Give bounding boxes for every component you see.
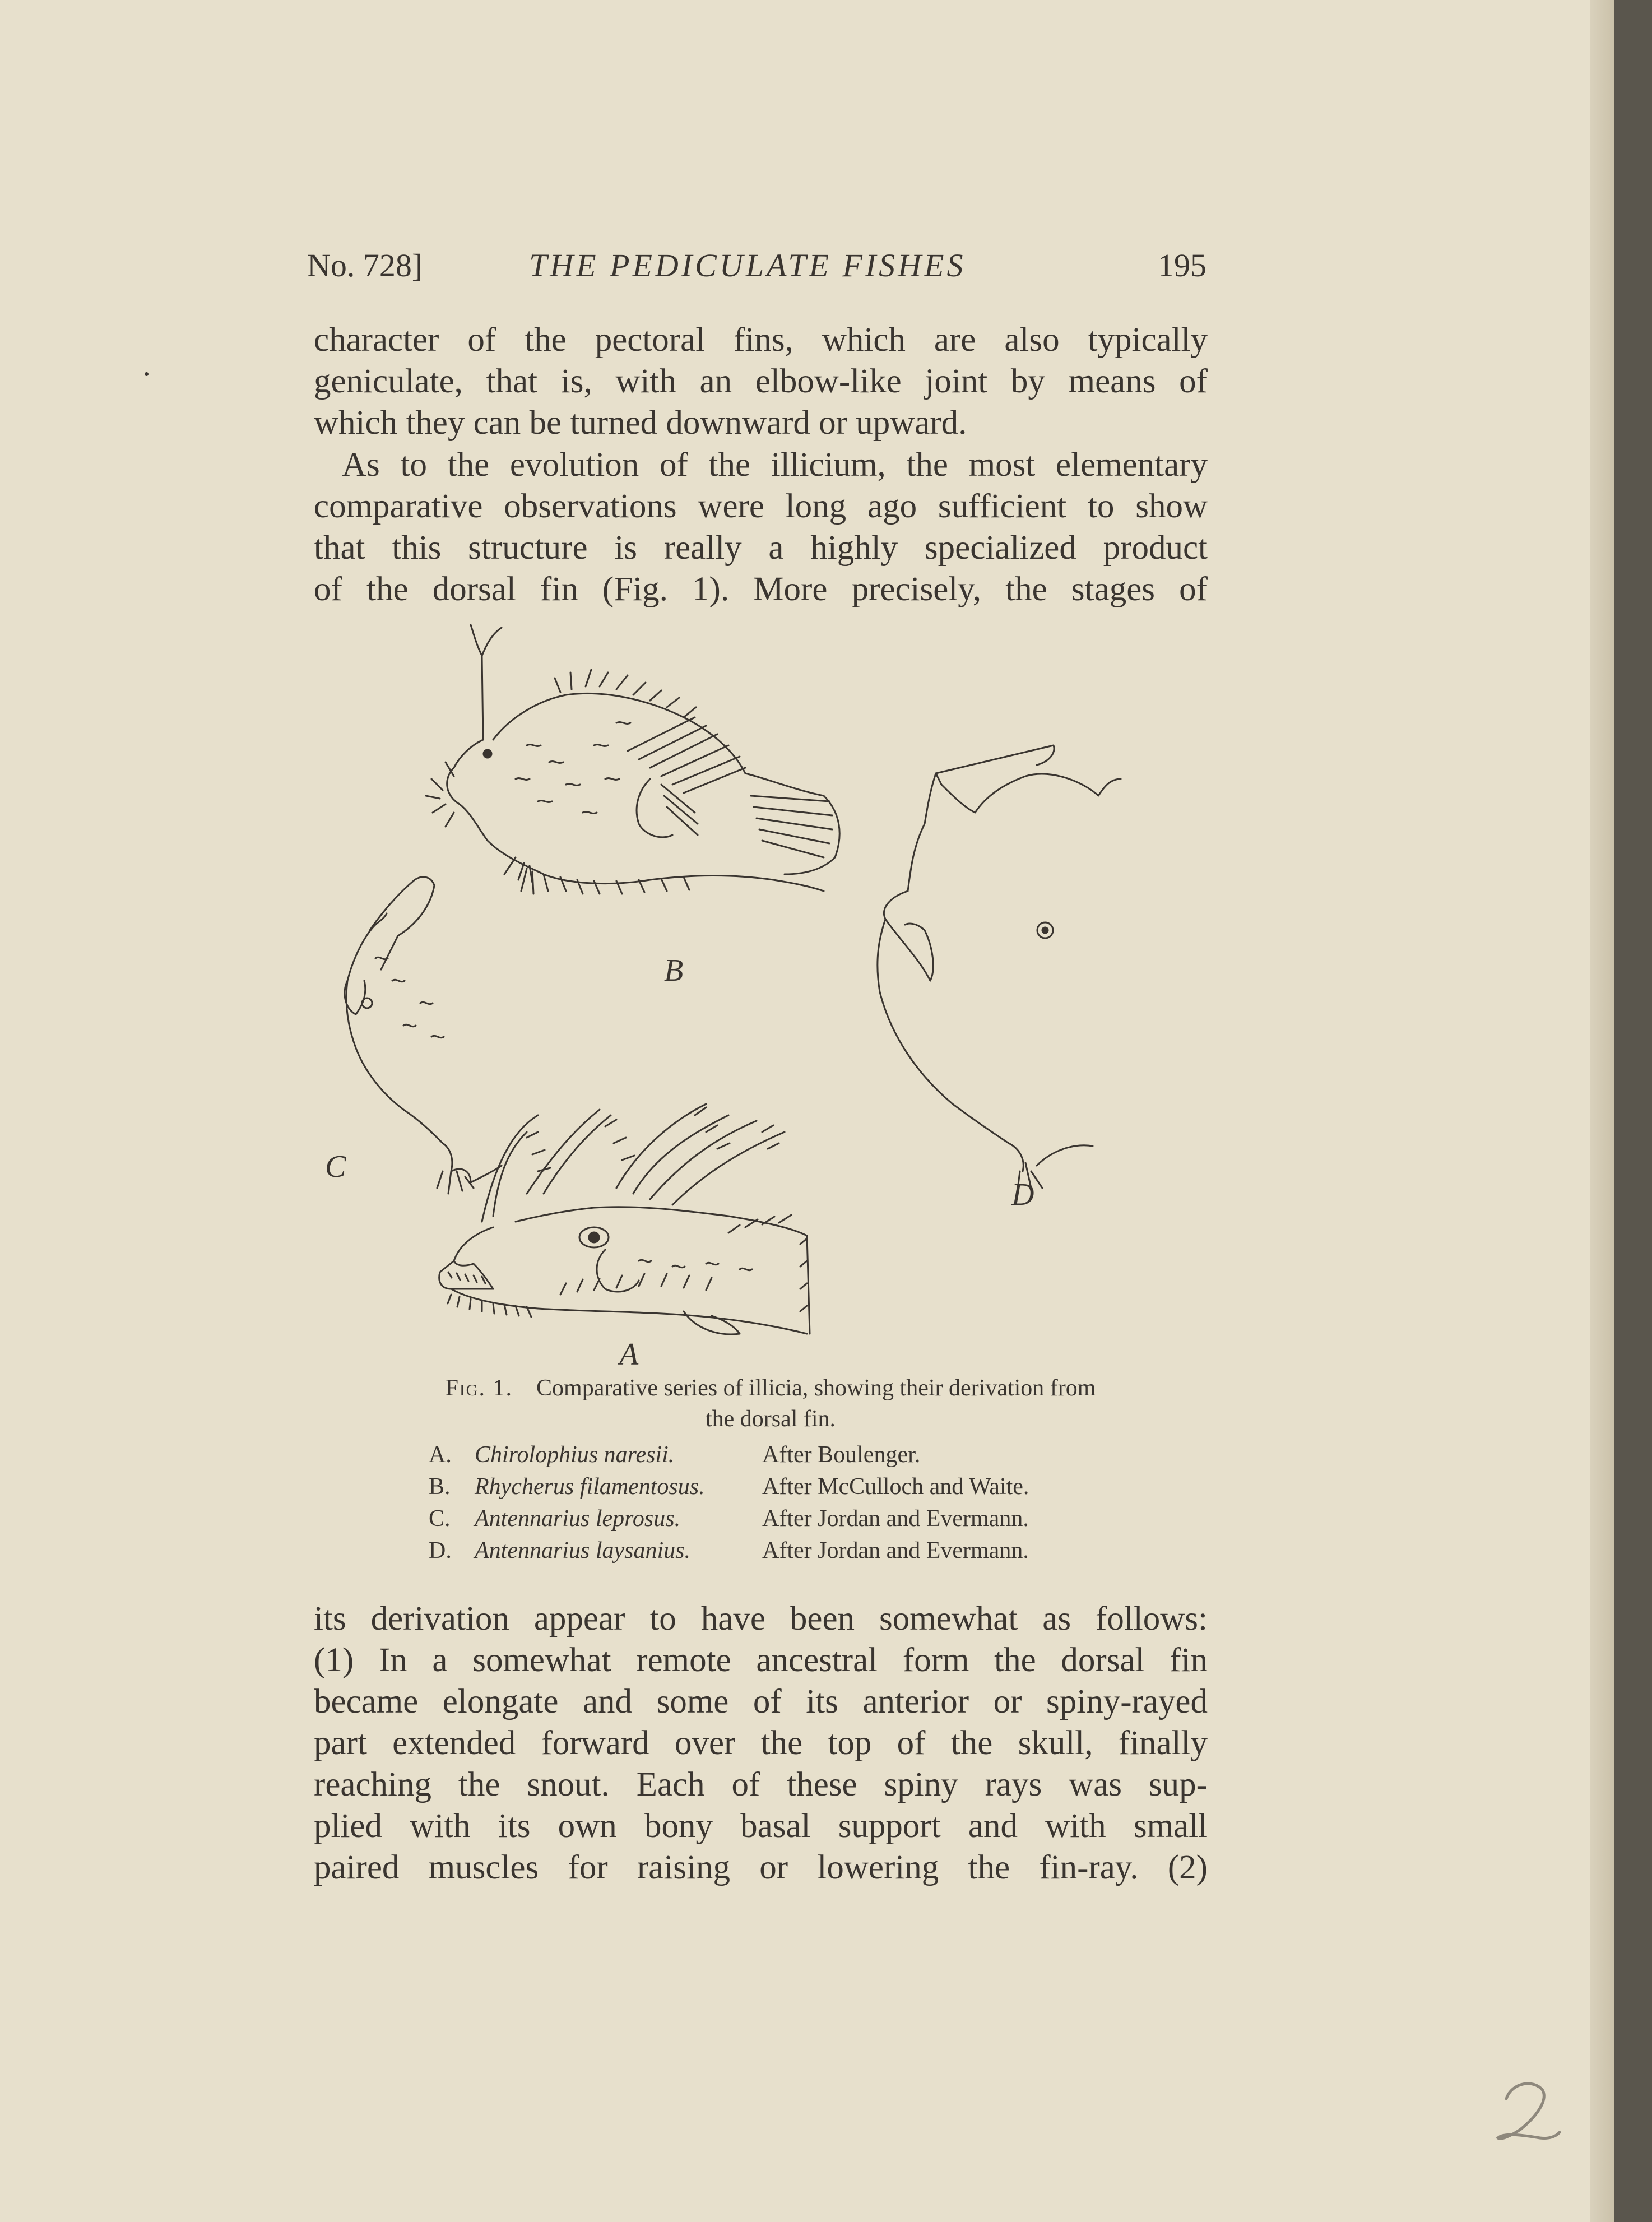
fish-d-drawing: [878, 745, 1121, 1194]
panel-label-c: C: [325, 1149, 346, 1184]
text-line: character of the pectoral fins, which are also typically: [314, 321, 1208, 359]
paragraph-1: [314, 319, 1208, 444]
panel-label-d: D: [1011, 1177, 1034, 1212]
text-line: plied with its own bony basal support and with small: [314, 1807, 1208, 1845]
text-line: which they can be turned downward or upward.: [314, 404, 967, 442]
legend-species: Antennarius leprosus.: [475, 1506, 681, 1532]
legend-row: [429, 1471, 1157, 1503]
legend-row: [429, 1439, 1157, 1471]
panel-label-b: B: [664, 953, 684, 988]
panel-label-a: A: [619, 1337, 639, 1372]
figure-illicia-series: [303, 611, 1233, 1379]
figure-legend: [429, 1439, 1157, 1567]
text-line: part extended forward over the top of the skull, finally: [314, 1724, 1208, 1762]
page-number: 195: [1158, 247, 1206, 284]
caption-label: Fig. 1.: [445, 1375, 513, 1401]
fish-c-drawing: [345, 877, 502, 1194]
legend-species: Rhycherus filamentosus.: [475, 1474, 705, 1500]
legend-letter: C.: [429, 1506, 451, 1532]
running-head: [307, 247, 1206, 286]
text-line: comparative observations were long ago sufficient to show: [314, 488, 1208, 525]
caption-text-2: the dorsal fin.: [705, 1406, 836, 1432]
text-line: reaching the snout. Each of these spiny rays was sup-: [314, 1766, 1208, 1803]
paragraph-2: [314, 444, 1208, 610]
running-title: THE PEDICULATE FISHES: [529, 247, 966, 284]
ink-speck: [145, 372, 149, 376]
text-line: that this structure is really a highly specialized product: [314, 529, 1208, 567]
legend-letter: B.: [429, 1474, 451, 1500]
legend-species: Chirolophius naresii.: [475, 1442, 675, 1468]
text-line: paired muscles for raising or lowering the fin-ray. (2): [314, 1849, 1208, 1886]
fish-b-drawing: [426, 625, 839, 894]
text-line: As to the evolution of the illicium, the most elementary: [342, 446, 1208, 484]
text-line: its derivation appear to have been somewhat as follows:: [314, 1600, 1208, 1637]
legend-source: After McCulloch and Waite.: [762, 1474, 1029, 1500]
handwritten-page-mark: [1489, 2076, 1568, 2149]
fish-a-drawing: [439, 1104, 810, 1334]
legend-row: [429, 1535, 1157, 1567]
page-edge: [1590, 0, 1614, 2222]
legend-source: After Boulenger.: [762, 1442, 921, 1468]
caption-text-1: Comparative series of illicia, showing their derivation from: [536, 1375, 1096, 1401]
caption-line-1: [378, 1373, 1163, 1404]
issue-number: No. 728]: [307, 247, 423, 284]
text-line: became elongate and some of its anterior or spiny-rayed: [314, 1683, 1208, 1720]
text-line: (1) In a somewhat remote ancestral form the dorsal fin: [314, 1641, 1208, 1679]
legend-letter: D.: [429, 1538, 452, 1564]
legend-source: After Jordan and Evermann.: [762, 1506, 1029, 1532]
legend-species: Antennarius laysanius.: [475, 1538, 690, 1564]
figure-caption: [378, 1373, 1163, 1435]
legend-letter: A.: [429, 1442, 452, 1468]
text-line: geniculate, that is, with an elbow-like joint by means of: [314, 363, 1208, 400]
text-line: of the dorsal fin (Fig. 1). More precisely, the stages of: [314, 570, 1208, 608]
figure-drawing: [303, 611, 1233, 1379]
legend-source: After Jordan and Evermann.: [762, 1538, 1029, 1564]
legend-row: [429, 1503, 1157, 1535]
paragraph-3: [314, 1598, 1208, 1889]
